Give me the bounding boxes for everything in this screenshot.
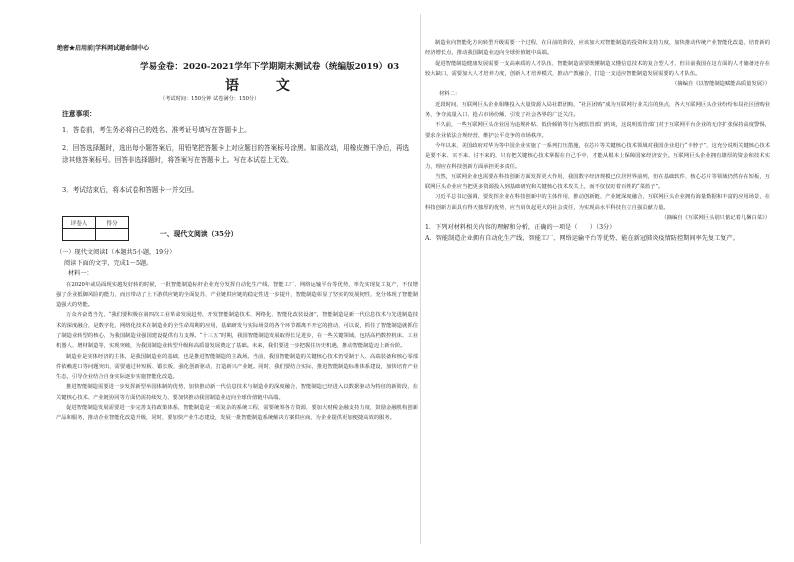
subject-title: 语 文 bbox=[225, 78, 306, 94]
source-citation-2: （摘编自《互联网巨头别只惦记着几捆白菜》） bbox=[661, 215, 770, 222]
paragraph: 促进智能制造健康发展需要一支高素质的人才队伍，智能制造需要既懂制造又懂信息技术的复合型人才，但目前我国在这方面的人才储备还存在较大缺口，需要加大人才培养力度，创新人才培养模式，推动产教融合，打造一支适应智能制造发展需要的人才队伍。 bbox=[425, 60, 770, 77]
column-divider bbox=[420, 14, 421, 544]
exam-meta: （考试时间：150分钟 试卷满分：150分） bbox=[160, 96, 260, 102]
grade-table-header-score: 得分 bbox=[96, 217, 129, 229]
paragraph: 推进智能制造需要进一步发挥新型举国体制的优势，加快推动新一代信息技术与制造业的深度融合，智能制造已经进入以数据驱动为特征的新阶段，在关键核心技术、产业链协同等方面仍需持续发力，要加快推动我国制造业迈向全球价值链中高端。 bbox=[56, 384, 418, 401]
paragraph: 制造业向智能化方向转型升级需要一个过程，在目前的阶段，应该加大对智能制造的投资和支持力度，加快推动传统产业智能化改造，培育新的经济增长点，推动我国制造业迈向全球价值链中高端。 bbox=[425, 40, 770, 57]
paragraph: 习近平总书记强调，要发挥企业在科技创新中的主体作用，推动创新链、产业链深度融合，互联网巨头企业拥有海量数据和丰富的应用场景，在科技创新方面具有得天独厚的优势，应当肩负起更大的社会责任，为实现高水平科技自立自强贡献力量。 bbox=[425, 194, 770, 211]
grade-table-cell[interactable] bbox=[63, 229, 96, 241]
paragraph: 制造业是实体经济的主体，是我国制造业的基础，也是推进智能制造的主战场。当前，我国智能制造的关键核心技术仍受制于人、高端装备和核心零部件依赖进口等问题突出，需要通过补短板、锻长板，强化创新驱动，打造新兴产业链。同时，我们要结合实际，推进智能制造标准体系建设，加快培育产业生态，引导企业结合自身实际逐步实施智能化改造。 bbox=[56, 353, 418, 381]
reading-instruction: 阅读下面的文字，完成1～5题。 bbox=[64, 259, 153, 267]
left-column bbox=[56, 248, 418, 548]
confidential-label: 绝密★启用前|学科网试题命制中心 bbox=[57, 45, 150, 52]
paragraph: 促进智能制造发展需要进一步完善支持政策体系，智能制造是一项复杂的系统工程，需要统筹各方资源，要加大财税金融支持力度，鼓励金融机构创新产品和服务，推动企业智能化改造升级，同时，要加快产业生态建设，发展一批智能制造系统解决方案供应商，为企业提供更加便捷高效的服务。 bbox=[56, 405, 418, 422]
subsection-title: （一）现代文阅读Ⅰ（本题共5小题，19分） bbox=[56, 249, 176, 256]
paragraph: 在2020年或局面现实越发好转的时候，一批智能制造标杆企业充分发挥自动化生产线、智能工厂、网络运输平台等优势，率先实现复工复产，不仅增强了企业抵御风险的能力，而且带动了上下游供应链的全面复苏，产业链供应链的稳定性进一步提升，智能制造彰显了坚实的发展韧性，充分体现了智能制造强大的势能。 bbox=[56, 281, 418, 309]
right-column bbox=[425, 38, 770, 548]
notice-heading: 注意事项： bbox=[62, 110, 96, 118]
paragraph: 不久前，一些互联网巨头企业因为违规补贴、低价倾销等行为被监管部门约谈，这说明监管部门对于互联网平台企业的无序扩张保持高度警惕，要求企业依法合规经营，维护公平竞争的市场秩序。 bbox=[425, 122, 770, 139]
notice-item-1: 1．答卷前，考生务必将自己的姓名、准考证号填写在答题卡上。 bbox=[62, 126, 251, 134]
material-1-label: 材料一： bbox=[68, 270, 93, 277]
material-2-label: 材料二： bbox=[439, 91, 461, 98]
question-1-option-a: A．智能制造企业拥有自动化生产线、智能工厂、网络运输平台等优势，能在新冠肺炎疫情防控期间率先复工复产。 bbox=[425, 234, 739, 242]
paragraph: 当然，互联网企业也需要在科技创新方面发挥更大作用，我国数字经济规模已位居世界前列，但在基础软件、核心芯片等领域仍然存在短板，互联网巨头企业应当把更多资源投入到基础研究和关键核心技术攻关上，而不仅仅盯着百姓的“菜篮子”。 bbox=[425, 173, 770, 191]
grade-table-header-grader: 评卷人 bbox=[63, 217, 96, 229]
notice-item-2: 2．回答选择题时，选出每小题答案后，用铅笔把答题卡上对应题目的答案标号涂黑。如需改动，用橡皮擦干净后，再选涂其他答案标号。回答非选择题时，将答案写在答题卡上。写在本试卷上无效。 bbox=[62, 144, 410, 164]
question-1: 1．下列对材料相关内容的理解和分析，正确的一项是（ ）（3分） bbox=[425, 224, 616, 232]
exam-title: 学易金卷：2020-2021学年下学期期末测试卷（统编版2019）03 bbox=[140, 62, 400, 72]
part-heading: 一、现代文阅读（35分） bbox=[160, 230, 238, 238]
paragraph: 今年以来，美国政府对华为等中国企业实施了一系列打压措施，在芯片等关键核心技术领域对我国企业进行“卡脖子”，这充分说明关键核心技术是要不来、买不来、讨不来的，只有把关键核心技术掌握在自己手中，才能从根本上保障国家经济安全。互联网巨头企业拥有雄厚的资金和技术实力，理应在科技创新方面承担更多责任。 bbox=[425, 142, 770, 170]
paragraph: 万众齐奋勇当先，“我们要积极在第四次工业革命发展趋势，开发智能制造技术、网络化、智能化改装设备”，智能制造是新一代信息技术与先进制造技术的深度融合，是数字化、网络化技术在制造业的全生命周期的应用，基础研发与实际场景的各个环节都离不开它的推动，可以说，抓住了智能制造就抓住了制造业转型的核心，为我国制造业强国建设提供有力支撑。“十三五”时期，我国智能制造发展取得长足进步，在一些关键领域，包括高档数控机床、工业机器人、增材制造等，实现突破，为我国制造业转型升级和高质量发展奠定了基础。未来，我们要进一步把握住历史机遇，推动智能制造迈上新台阶。 bbox=[56, 312, 418, 350]
notice-item-3: 3．考试结束后，将本试卷和答题卡一并交回。 bbox=[62, 186, 199, 194]
grade-table-cell[interactable] bbox=[96, 229, 129, 241]
grade-table bbox=[62, 216, 129, 241]
source-citation-1: （摘编自《以智能制造赋能高质量发展》） bbox=[672, 81, 770, 88]
paragraph: 近段时间，互联网巨头企业相继投入大量资源入局社群团购，“社区团购”成为互联网行业关注的焦点，各大互联网巨头企业纷纷布局社区团购业务，争夺流量入口，抢占市场份额，引发了社会各界的广泛关注。 bbox=[425, 101, 770, 119]
